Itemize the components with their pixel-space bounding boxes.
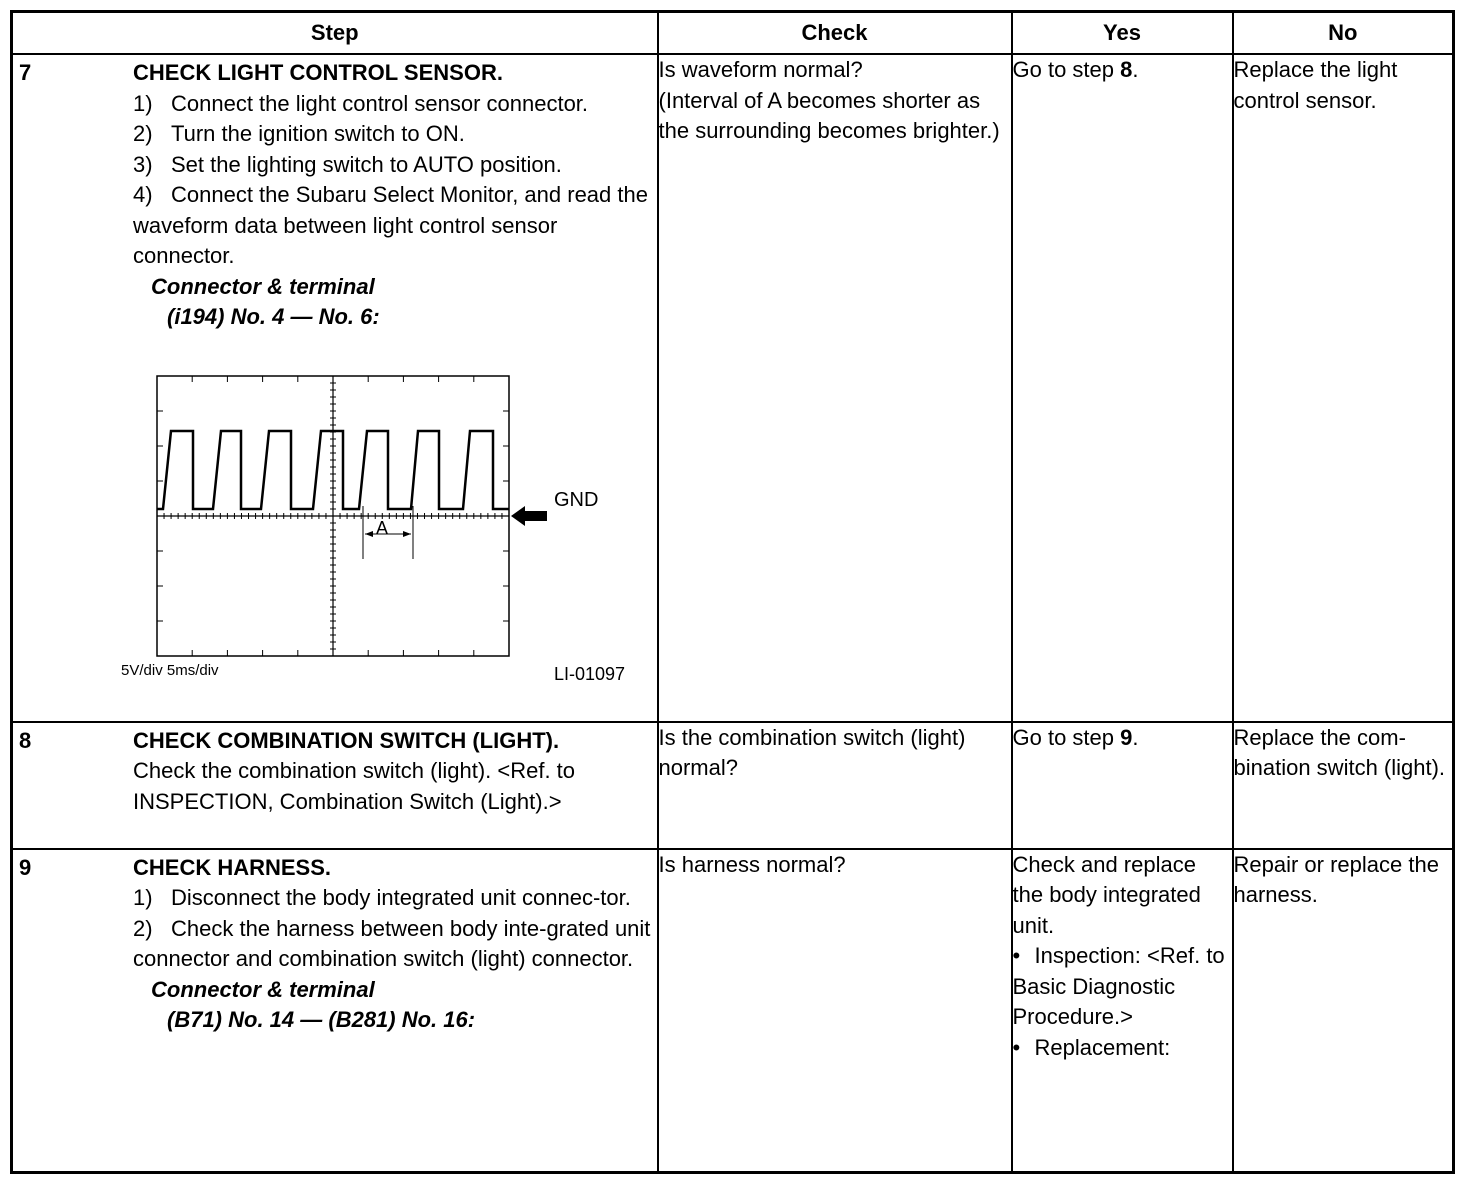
step-row-7 <box>12 54 1454 722</box>
gnd-arrow-icon <box>511 506 547 526</box>
step-body: Check the combination switch (light). <Ref. to INSPECTION, Combination Switch (Light).> <box>133 758 576 814</box>
step-reference: 9 <box>1120 724 1133 750</box>
step-title: CHECK HARNESS. <box>133 854 332 880</box>
yes-cell: Check and replace the body integrated unit. • Inspection: <Ref. to Basic Diagnostic Procedure.> • Replacement: <box>1012 849 1233 1173</box>
step-number: 8 <box>19 727 32 753</box>
connector-label: Connector & terminal <box>151 976 375 1002</box>
header-check: Check <box>658 12 1012 55</box>
check-cell: Is harness normal? <box>658 849 1012 1173</box>
yes-cell: Go to step 9. <box>1012 722 1233 849</box>
interval-label: A <box>376 517 389 538</box>
step-cell <box>12 54 658 722</box>
connector-label: Connector & terminal <box>151 273 375 299</box>
step-cell <box>12 849 658 1173</box>
no-cell: Replace the light control sensor. <box>1233 54 1454 722</box>
check-cell: Is waveform normal? (Interval of A becomes shorter as the surrounding becomes brighter.) <box>658 54 1012 722</box>
no-cell: Replace the com-bination switch (light). <box>1233 722 1454 849</box>
connector-terminal: (i194) No. 4 — No. 6: <box>167 304 380 329</box>
diagnostic-table <box>10 10 1455 1174</box>
bullet-item: • Replacement: <box>1012 1034 1171 1060</box>
step-cell <box>12 722 658 849</box>
procedure-item: 3) Set the lighting switch to AUTO position. <box>133 151 562 177</box>
step-number: 9 <box>19 854 32 880</box>
waveform-figure <box>121 341 651 721</box>
yes-cell: Go to step 8. <box>1012 54 1233 722</box>
connector-terminal: (B71) No. 14 — (B281) No. 16: <box>167 1007 476 1032</box>
step-number: 7 <box>19 60 32 85</box>
header-no: No <box>1233 12 1454 55</box>
gnd-label: GND <box>554 488 599 511</box>
step-title: CHECK COMBINATION SWITCH (LIGHT). <box>133 727 560 753</box>
procedure-item: 2) Check the harness between body inte-grated unit connector and combination switch (light) connector. <box>133 915 651 971</box>
step-reference: 8 <box>1120 57 1133 82</box>
header-step: Step <box>12 12 658 55</box>
header-row <box>12 12 1454 55</box>
header-yes: Yes <box>1012 12 1233 55</box>
step-row-8 <box>12 722 1454 849</box>
check-cell: Is the combination switch (light) normal? <box>658 722 1012 849</box>
step-row-9 <box>12 849 1454 1173</box>
figure-code: LI-01097 <box>554 663 626 684</box>
bullet-item: • Inspection: <Ref. to Basic Diagnostic Procedure.> <box>1012 943 1225 1029</box>
procedure-item: 1) Disconnect the body integrated unit connec-tor. <box>133 885 631 910</box>
step-title: CHECK LIGHT CONTROL SENSOR. <box>133 60 503 85</box>
no-cell: Repair or replace the harness. <box>1233 849 1454 1173</box>
procedure-item: 4) Connect the Subaru Select Monitor, and read the waveform data between light control sensor connector. <box>133 182 648 268</box>
figure-scale: 5V/div 5ms/div <box>121 661 219 679</box>
procedure-item: 1) Connect the light control sensor connector. <box>133 90 589 116</box>
procedure-item: 2) Turn the ignition switch to ON. <box>133 121 465 146</box>
